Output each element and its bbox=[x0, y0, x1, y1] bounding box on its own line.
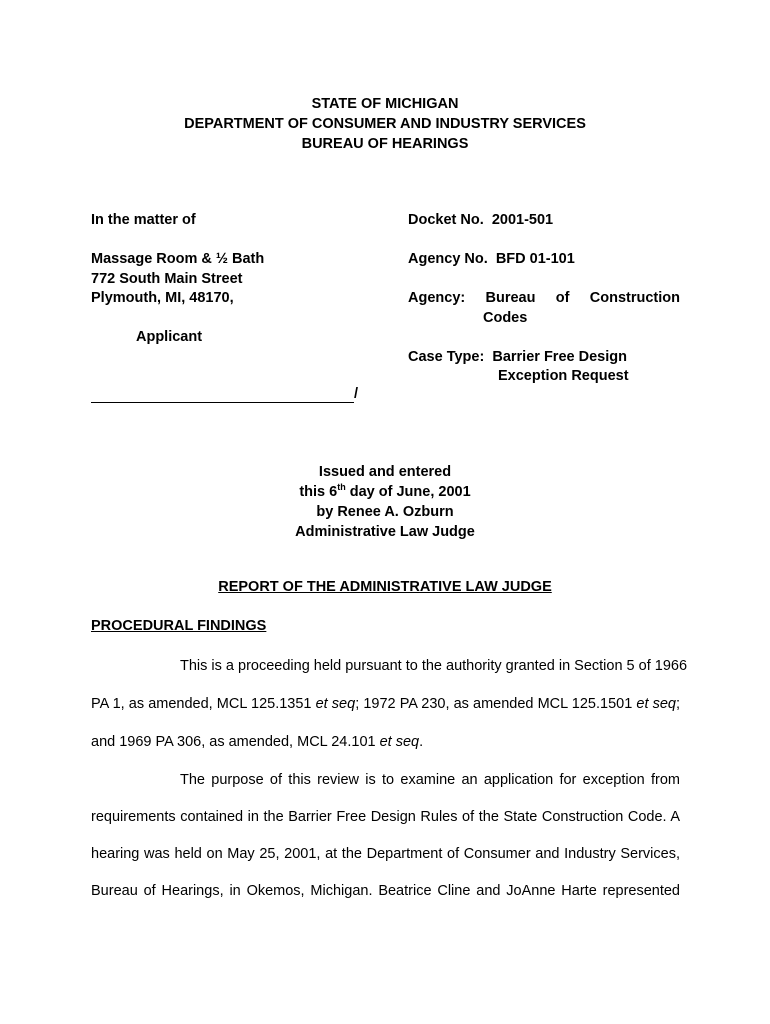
document-header bbox=[0, 94, 770, 154]
issued-date-post: day of June, 2001 bbox=[345, 484, 471, 500]
section-title-wrap bbox=[91, 617, 266, 635]
p1l3-a: and 1969 PA 306, as amended, MCL 24.101 bbox=[91, 734, 380, 750]
caption-divider-line bbox=[91, 402, 354, 403]
case-type-row bbox=[408, 348, 680, 368]
p1l3-c: . bbox=[419, 734, 424, 750]
issued-line-2 bbox=[0, 482, 770, 502]
docket-label: Docket No. bbox=[408, 212, 484, 228]
paragraph-2-line-4: Bureau of Hearings, in Okemos, Michigan. Beatrice Cline and JoAnne Harte represented bbox=[91, 883, 680, 899]
applicant-label: Applicant bbox=[136, 329, 203, 345]
agency-word-3: Construction bbox=[589, 290, 680, 306]
agency-number bbox=[408, 250, 680, 270]
agency-word-2: of bbox=[555, 290, 570, 306]
issued-block bbox=[0, 462, 770, 542]
p1l3-etseq: et seq bbox=[379, 734, 420, 750]
applicant-city: Plymouth, MI, 48170, bbox=[91, 290, 234, 306]
case-caption-right bbox=[408, 211, 680, 387]
report-title: REPORT OF THE ADMINISTRATIVE LAW JUDGE bbox=[218, 579, 552, 595]
section-title: PROCEDURAL FINDINGS bbox=[91, 618, 267, 634]
paragraph-1-line-1: This is a proceeding held pursuant to the authority granted in Section 5 of 1966 bbox=[180, 658, 688, 674]
p1l2-c: ; 1972 PA 230, as amended MCL 125.1501 bbox=[355, 696, 637, 712]
docket-value: 2001-501 bbox=[491, 212, 554, 228]
case-type-line-1: Barrier Free Design bbox=[492, 348, 627, 365]
case-caption-left bbox=[91, 211, 264, 348]
agency-word-1: Bureau bbox=[485, 290, 536, 306]
p1l2-a: PA 1, as amended, MCL 125.1351 bbox=[91, 696, 316, 712]
agency-row bbox=[408, 289, 680, 309]
agency-word-4: Codes bbox=[483, 309, 528, 326]
docket-number bbox=[408, 211, 680, 231]
caption-slash: / bbox=[354, 386, 359, 402]
in-matter-label: In the matter of bbox=[91, 212, 196, 228]
issued-date-sup: th bbox=[337, 482, 346, 493]
header-state: STATE OF MICHIGAN bbox=[311, 96, 459, 112]
issued-date-pre: this 6 bbox=[299, 484, 338, 500]
agency-label: Agency: bbox=[408, 290, 466, 306]
paragraph-1-line-3 bbox=[91, 732, 680, 752]
paragraph-1-line-2 bbox=[91, 694, 680, 714]
p1l2-e: ; bbox=[675, 696, 681, 712]
paragraph-2-line-1: The purpose of this review is to examine an application for exception from bbox=[180, 772, 680, 788]
applicant-street: 772 South Main Street bbox=[91, 270, 243, 287]
header-bureau: BUREAU OF HEARINGS bbox=[301, 136, 469, 152]
header-department: DEPARTMENT OF CONSUMER AND INDUSTRY SERVICES bbox=[184, 116, 586, 132]
paragraph-2-line-3: hearing was held on May 25, 2001, at the Department of Consumer and Industry Services, bbox=[91, 846, 680, 862]
case-type-label: Case Type: bbox=[408, 348, 485, 365]
paragraph-2-line-2: requirements contained in the Barrier Free Design Rules of the State Construction Code. A bbox=[91, 809, 680, 825]
issued-line-1: Issued and entered bbox=[318, 464, 452, 480]
case-type-line-2: Exception Request bbox=[498, 368, 629, 384]
report-title-wrap bbox=[0, 578, 770, 596]
issued-line-3: by Renee A. Ozburn bbox=[316, 504, 454, 520]
p1l2-etseq-2: et seq bbox=[636, 696, 676, 712]
agency-no-label: Agency No. bbox=[408, 251, 488, 267]
p1l2-etseq-1: et seq bbox=[315, 696, 356, 712]
applicant-name: Massage Room & ½ Bath bbox=[91, 251, 265, 267]
issued-line-4: Administrative Law Judge bbox=[295, 524, 475, 540]
agency-no-value: BFD 01-101 bbox=[495, 251, 575, 267]
